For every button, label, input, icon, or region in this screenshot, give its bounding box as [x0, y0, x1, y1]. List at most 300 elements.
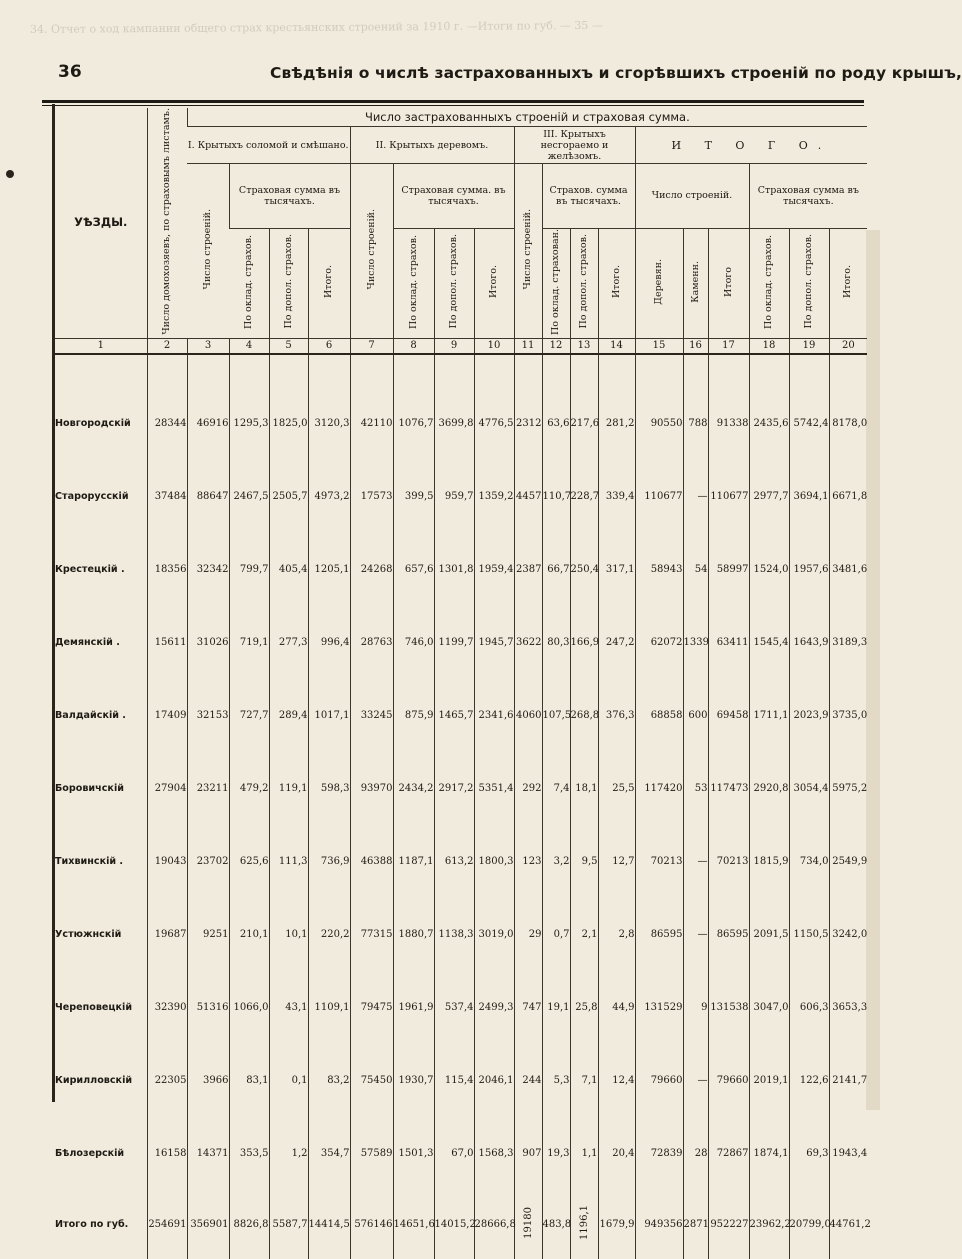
column-number: 8: [393, 338, 434, 354]
table-cell: 25,8: [570, 971, 598, 1044]
table-cell: —: [683, 460, 708, 533]
column-number: 2: [147, 338, 187, 354]
table-cell: 7,1: [570, 1044, 598, 1117]
table-cell: 80,3: [542, 606, 570, 679]
table-cell: 25,5: [598, 752, 635, 825]
table-cell: 42110: [350, 387, 393, 460]
table-row: [55, 460, 867, 533]
table-row: [55, 1117, 867, 1190]
table-cell: 3735,0: [829, 679, 867, 752]
table-cell: 2091,5: [749, 898, 789, 971]
table-cell: 1295,3: [229, 387, 269, 460]
table-cell: 353,5: [229, 1117, 269, 1190]
table-cell: 1,2: [269, 1117, 308, 1190]
table-cell: 1196,1: [570, 1190, 598, 1259]
table-cell: 3653,3: [829, 971, 867, 1044]
table-cell: 91338: [708, 387, 749, 460]
table-cell: 19,3: [542, 1117, 570, 1190]
table-cell: 115,4: [434, 1044, 474, 1117]
table-cell: 24268: [350, 533, 393, 606]
table-cell: —: [683, 1044, 708, 1117]
statistics-table: [55, 108, 871, 1259]
householders-header: Число домохозяевъ, по страховымъ листамъ.: [147, 108, 187, 338]
table-cell: 166,9: [570, 606, 598, 679]
table-cell: 1,1: [570, 1117, 598, 1190]
table-cell: 405,4: [269, 533, 308, 606]
table-cell: 606,3: [789, 971, 829, 1044]
table-cell: 3189,3: [829, 606, 867, 679]
table-cell: 70213: [635, 825, 683, 898]
column-number: 15: [635, 338, 683, 354]
top-rule-thin: [42, 105, 864, 106]
table-cell: 3,2: [542, 825, 570, 898]
table-cell: 3120,3: [308, 387, 350, 460]
table-cell: 110677: [635, 460, 683, 533]
table-cell: 66,7: [542, 533, 570, 606]
table-cell: 1150,5: [789, 898, 829, 971]
table-cell: 317,1: [598, 533, 635, 606]
table-cell: 14371: [187, 1117, 229, 1190]
table-cell: 1076,7: [393, 387, 434, 460]
table-cell: 32342: [187, 533, 229, 606]
table-cell: 277,3: [269, 606, 308, 679]
table-cell: 2046,1: [474, 1044, 514, 1117]
table-cell: 339,4: [598, 460, 635, 533]
table-row: [55, 752, 867, 825]
table-cell: 907: [514, 1117, 542, 1190]
insured-buildings-header: Число застрахованныхъ строеній и страховая сумма.: [187, 108, 867, 127]
table-cell: 2,8: [598, 898, 635, 971]
table-cell: 1465,7: [434, 679, 474, 752]
table-cell: 3242,0: [829, 898, 867, 971]
table-row: [55, 606, 867, 679]
total-count-header: Итого: [708, 228, 749, 338]
uezd-name: Итого по губ.: [55, 1218, 129, 1230]
table-cell: 9251: [187, 898, 229, 971]
table-cell: 54: [683, 533, 708, 606]
table-row: [55, 679, 867, 752]
column-number: 20: [829, 338, 867, 354]
g1-itogo-header: Итого.: [308, 228, 350, 338]
column-number: 13: [570, 338, 598, 354]
table-cell: 354,7: [308, 1117, 350, 1190]
table-cell: 15611: [147, 606, 187, 679]
column-number: 10: [474, 338, 514, 354]
table-cell: 1711,1: [749, 679, 789, 752]
table-cell: 217,6: [570, 387, 598, 460]
column-number: 16: [683, 338, 708, 354]
uezd-name: Крестецкій .: [55, 563, 125, 575]
table-row: [55, 533, 867, 606]
total-stone-header: Каменн.: [683, 228, 708, 338]
table-cell: 111,3: [269, 825, 308, 898]
table-cell: 2,1: [570, 898, 598, 971]
table-cell: 1301,8: [434, 533, 474, 606]
table-cell: 268,8: [570, 679, 598, 752]
table-cell: 2549,9: [829, 825, 867, 898]
table-cell: 117473: [708, 752, 749, 825]
uezd-name: Тихвинскій .: [55, 855, 124, 867]
table-cell: 3054,4: [789, 752, 829, 825]
table-cell: 75450: [350, 1044, 393, 1117]
table-cell: 68858: [635, 679, 683, 752]
page-number: 36: [58, 62, 82, 82]
column-number-row: [55, 338, 867, 354]
table-cell: 23211: [187, 752, 229, 825]
total-dopol-header: По допол. страхов.: [789, 228, 829, 338]
table-cell: 123: [514, 825, 542, 898]
table-cell: 3966: [187, 1044, 229, 1117]
table-cell: 83,1: [229, 1044, 269, 1117]
table-cell: 77315: [350, 898, 393, 971]
g2-sum-header: Страховая сумма. въ тысячахъ.: [393, 164, 514, 229]
table-cell: 719,1: [229, 606, 269, 679]
table-cell: 996,4: [308, 606, 350, 679]
table-cell: 5,3: [542, 1044, 570, 1117]
table-cell: 63411: [708, 606, 749, 679]
uezdy-header: УѢЗДЫ.: [74, 215, 128, 230]
g1-sum-header: Страховая сумма въ тысячахъ.: [229, 164, 350, 229]
table-cell: 23702: [187, 825, 229, 898]
table-cell: 22305: [147, 1044, 187, 1117]
table-cell: 12,7: [598, 825, 635, 898]
table-cell: 12,4: [598, 1044, 635, 1117]
table-row: [55, 387, 867, 460]
table-cell: 1961,9: [393, 971, 434, 1044]
table-cell: 2434,2: [393, 752, 434, 825]
table-cell: 1880,7: [393, 898, 434, 971]
table-cell: 356901: [187, 1190, 229, 1259]
table-row: [55, 1190, 867, 1259]
table-cell: 9,5: [570, 825, 598, 898]
table-cell: 2141,7: [829, 1044, 867, 1117]
table-cell: 28344: [147, 387, 187, 460]
table-cell: 598,3: [308, 752, 350, 825]
table-cell: 4060: [514, 679, 542, 752]
column-number: 14: [598, 338, 635, 354]
column-number: 19: [789, 338, 829, 354]
table-cell: 4973,2: [308, 460, 350, 533]
table-cell: 727,7: [229, 679, 269, 752]
table-cell: 83,2: [308, 1044, 350, 1117]
column-number: 7: [350, 338, 393, 354]
table-cell: 29: [514, 898, 542, 971]
table-cell: 20799,0: [789, 1190, 829, 1259]
table-cell: 3694,1: [789, 460, 829, 533]
table-cell: 19,1: [542, 971, 570, 1044]
table-cell: 67,0: [434, 1117, 474, 1190]
table-cell: 2920,8: [749, 752, 789, 825]
table-cell: 1959,4: [474, 533, 514, 606]
table-cell: 131529: [635, 971, 683, 1044]
table-cell: 119,1: [269, 752, 308, 825]
table-cell: 1501,3: [393, 1117, 434, 1190]
table-cell: 4776,5: [474, 387, 514, 460]
table-cell: 1359,2: [474, 460, 514, 533]
table-cell: 1957,6: [789, 533, 829, 606]
column-number: 1: [55, 338, 147, 354]
table-cell: 0,7: [542, 898, 570, 971]
table-cell: 1199,7: [434, 606, 474, 679]
page-edge-shadow: [866, 230, 880, 1110]
table-cell: 28666,8: [474, 1190, 514, 1259]
uezd-name: Череповецкій: [55, 1001, 133, 1013]
ink-spot: [6, 170, 14, 178]
table-cell: 1825,0: [269, 387, 308, 460]
table-cell: 1205,1: [308, 533, 350, 606]
table-cell: 8826,8: [229, 1190, 269, 1259]
total-wood-header: Деревян.: [635, 228, 683, 338]
table-cell: 250,4: [570, 533, 598, 606]
table-cell: 576146: [350, 1190, 393, 1259]
column-number: 5: [269, 338, 308, 354]
uezd-name: Новгородскій: [55, 417, 131, 429]
table-cell: 1679,9: [598, 1190, 635, 1259]
column-number: 11: [514, 338, 542, 354]
table-cell: 53: [683, 752, 708, 825]
table-cell: 959,7: [434, 460, 474, 533]
table-cell: 220,2: [308, 898, 350, 971]
table-cell: 69,3: [789, 1117, 829, 1190]
g3-dopol-header: По допол. страхов.: [570, 228, 598, 338]
table-cell: 72867: [708, 1117, 749, 1190]
table-cell: 1568,3: [474, 1117, 514, 1190]
table-cell: 79660: [708, 1044, 749, 1117]
table-cell: 244: [514, 1044, 542, 1117]
table-cell: 86595: [708, 898, 749, 971]
table-cell: 90550: [635, 387, 683, 460]
table-cell: 32390: [147, 971, 187, 1044]
table-cell: 1800,3: [474, 825, 514, 898]
table-cell: 17409: [147, 679, 187, 752]
table-cell: 747: [514, 971, 542, 1044]
bleed-through-text: 34. Отчет о ход кампании общего страх крестьянских строений за 1910 г. —Итоги по губ. — 35 —: [29, 18, 603, 36]
table-cell: 5587,7: [269, 1190, 308, 1259]
column-number: 6: [308, 338, 350, 354]
table-cell: 210,1: [229, 898, 269, 971]
table-cell: 746,0: [393, 606, 434, 679]
table-cell: 625,6: [229, 825, 269, 898]
table-cell: 949356: [635, 1190, 683, 1259]
table-cell: 2387: [514, 533, 542, 606]
g2-oklad-header: По оклад. страхов.: [393, 228, 434, 338]
table-cell: 5742,4: [789, 387, 829, 460]
table-cell: 37484: [147, 460, 187, 533]
uezd-name: Валдайскій .: [55, 709, 126, 721]
table-cell: 23962,2: [749, 1190, 789, 1259]
column-number: 3: [187, 338, 229, 354]
table-cell: 46388: [350, 825, 393, 898]
g3-buildings-header: Число строеній.: [514, 164, 542, 339]
table-cell: 19687: [147, 898, 187, 971]
total-sum-header: Страховая сумма въ тысячахъ.: [749, 164, 867, 229]
table-cell: 254691: [147, 1190, 187, 1259]
table-cell: 1109,1: [308, 971, 350, 1044]
table-cell: 31026: [187, 606, 229, 679]
table-row: [55, 971, 867, 1044]
table-cell: 32153: [187, 679, 229, 752]
total-oklad-header: По оклад. страхов.: [749, 228, 789, 338]
table-cell: 70213: [708, 825, 749, 898]
table-cell: 0,1: [269, 1044, 308, 1117]
table-cell: 58943: [635, 533, 683, 606]
table-cell: 107,5: [542, 679, 570, 752]
table-cell: 43,1: [269, 971, 308, 1044]
column-number: 17: [708, 338, 749, 354]
table-cell: 8178,0: [829, 387, 867, 460]
table-cell: 2312: [514, 387, 542, 460]
column-number: 12: [542, 338, 570, 354]
table-cell: 2917,2: [434, 752, 474, 825]
g1-dopol-header: По допол. страхов.: [269, 228, 308, 338]
table-cell: 19180: [514, 1190, 542, 1259]
table-cell: 1017,1: [308, 679, 350, 752]
table-cell: 1524,0: [749, 533, 789, 606]
table-cell: 247,2: [598, 606, 635, 679]
table-cell: 10,1: [269, 898, 308, 971]
table-cell: 2435,6: [749, 387, 789, 460]
table-cell: 2019,1: [749, 1044, 789, 1117]
table-cell: 3047,0: [749, 971, 789, 1044]
table-cell: 875,9: [393, 679, 434, 752]
table-cell: 537,4: [434, 971, 474, 1044]
table-cell: 1874,1: [749, 1117, 789, 1190]
table-cell: 228,7: [570, 460, 598, 533]
table-cell: 19043: [147, 825, 187, 898]
table-cell: 1943,4: [829, 1117, 867, 1190]
table-cell: 289,4: [269, 679, 308, 752]
table-cell: 93970: [350, 752, 393, 825]
table-cell: 28: [683, 1117, 708, 1190]
column-number: 9: [434, 338, 474, 354]
table-cell: 3699,8: [434, 387, 474, 460]
g1-buildings-header: Число строеній.: [201, 209, 213, 290]
table-cell: 18,1: [570, 752, 598, 825]
g2-buildings-header: Число строеній.: [350, 164, 393, 339]
group-straw-header: I. Крытыхъ соломой и смѣшано.: [187, 127, 350, 164]
table-cell: 734,0: [789, 825, 829, 898]
table-cell: 281,2: [598, 387, 635, 460]
group-wood-header: II. Крытыхъ деревомъ.: [350, 127, 514, 164]
table-cell: 14414,5: [308, 1190, 350, 1259]
table-cell: 1815,9: [749, 825, 789, 898]
total-buildings-header: Число строеній.: [635, 164, 749, 229]
table-cell: 3019,0: [474, 898, 514, 971]
table-cell: 79660: [635, 1044, 683, 1117]
uezd-name: Старорусскій: [55, 490, 129, 502]
table-cell: 788: [683, 387, 708, 460]
table-cell: —: [683, 825, 708, 898]
table-cell: 1930,7: [393, 1044, 434, 1117]
table-cell: 2505,7: [269, 460, 308, 533]
g3-oklad-header: По оклад. страхован.: [542, 228, 570, 338]
table-cell: 3622: [514, 606, 542, 679]
table-cell: 1545,4: [749, 606, 789, 679]
table-cell: 44761,2: [829, 1190, 867, 1259]
table-row: [55, 898, 867, 971]
table-cell: 20,4: [598, 1117, 635, 1190]
column-number: 18: [749, 338, 789, 354]
table-cell: 1138,3: [434, 898, 474, 971]
table-cell: 6671,8: [829, 460, 867, 533]
column-number: 4: [229, 338, 269, 354]
g2-dopol-header: По допол. страхов.: [434, 228, 474, 338]
table-cell: 2871: [683, 1190, 708, 1259]
table-cell: 88647: [187, 460, 229, 533]
group-total-header: И Т О Г О.: [635, 127, 867, 164]
table-cell: 5351,4: [474, 752, 514, 825]
table-cell: 44,9: [598, 971, 635, 1044]
uezd-name: Демянскій .: [55, 636, 120, 648]
table-cell: 14651,6: [393, 1190, 434, 1259]
page-title: Свѣдѣнія о числѣ застрахованныхъ и сгорѣвшихъ строеній по роду крышъ,: [270, 64, 962, 82]
table-cell: 1643,9: [789, 606, 829, 679]
uezd-name: Бѣлозерскій: [55, 1147, 125, 1159]
table-cell: 51316: [187, 971, 229, 1044]
table-cell: 72839: [635, 1117, 683, 1190]
g1-oklad-header: По оклад. страхов.: [229, 228, 269, 338]
table-cell: 27904: [147, 752, 187, 825]
table-cell: 736,9: [308, 825, 350, 898]
table-cell: 613,2: [434, 825, 474, 898]
table-cell: 399,5: [393, 460, 434, 533]
table-cell: 7,4: [542, 752, 570, 825]
table-cell: 110677: [708, 460, 749, 533]
table-cell: 483,8: [542, 1190, 570, 1259]
table-cell: 1187,1: [393, 825, 434, 898]
table-cell: 18356: [147, 533, 187, 606]
table-cell: 2467,5: [229, 460, 269, 533]
table-cell: 57589: [350, 1117, 393, 1190]
group-fireproof-header: III. Крытыхъ несгораемо и желѣзомъ.: [514, 127, 635, 164]
table-cell: 131538: [708, 971, 749, 1044]
table-cell: 14015,2: [434, 1190, 474, 1259]
table-cell: 3481,6: [829, 533, 867, 606]
top-rule: [42, 100, 864, 103]
table-cell: 117420: [635, 752, 683, 825]
table-cell: 58997: [708, 533, 749, 606]
table-cell: 292: [514, 752, 542, 825]
table-cell: 799,7: [229, 533, 269, 606]
uezd-name: Кирилловскій: [55, 1074, 133, 1086]
table-body: [55, 354, 871, 1259]
table-cell: 2023,9: [789, 679, 829, 752]
table-cell: 62072: [635, 606, 683, 679]
table-cell: 600: [683, 679, 708, 752]
g3-sum-header: Страхов. сумма въ тысячахъ.: [542, 164, 635, 229]
g3-itogo-header: Итого.: [598, 228, 635, 338]
table-cell: 33245: [350, 679, 393, 752]
table-cell: 2977,7: [749, 460, 789, 533]
table-cell: 1945,7: [474, 606, 514, 679]
table-cell: 5975,2: [829, 752, 867, 825]
table-cell: 28763: [350, 606, 393, 679]
table-cell: 9: [683, 971, 708, 1044]
uezd-name: Боровичскій: [55, 782, 124, 794]
g2-itogo-header: Итого.: [474, 228, 514, 338]
table-cell: 110,7: [542, 460, 570, 533]
table-cell: 2341,6: [474, 679, 514, 752]
table-cell: 376,3: [598, 679, 635, 752]
table-cell: 46916: [187, 387, 229, 460]
table-cell: 79475: [350, 971, 393, 1044]
table-cell: 86595: [635, 898, 683, 971]
table-cell: 16158: [147, 1117, 187, 1190]
uezd-name: Устюжнскій: [55, 928, 122, 940]
table-cell: 657,6: [393, 533, 434, 606]
table-cell: 952227: [708, 1190, 749, 1259]
table-cell: 4457: [514, 460, 542, 533]
